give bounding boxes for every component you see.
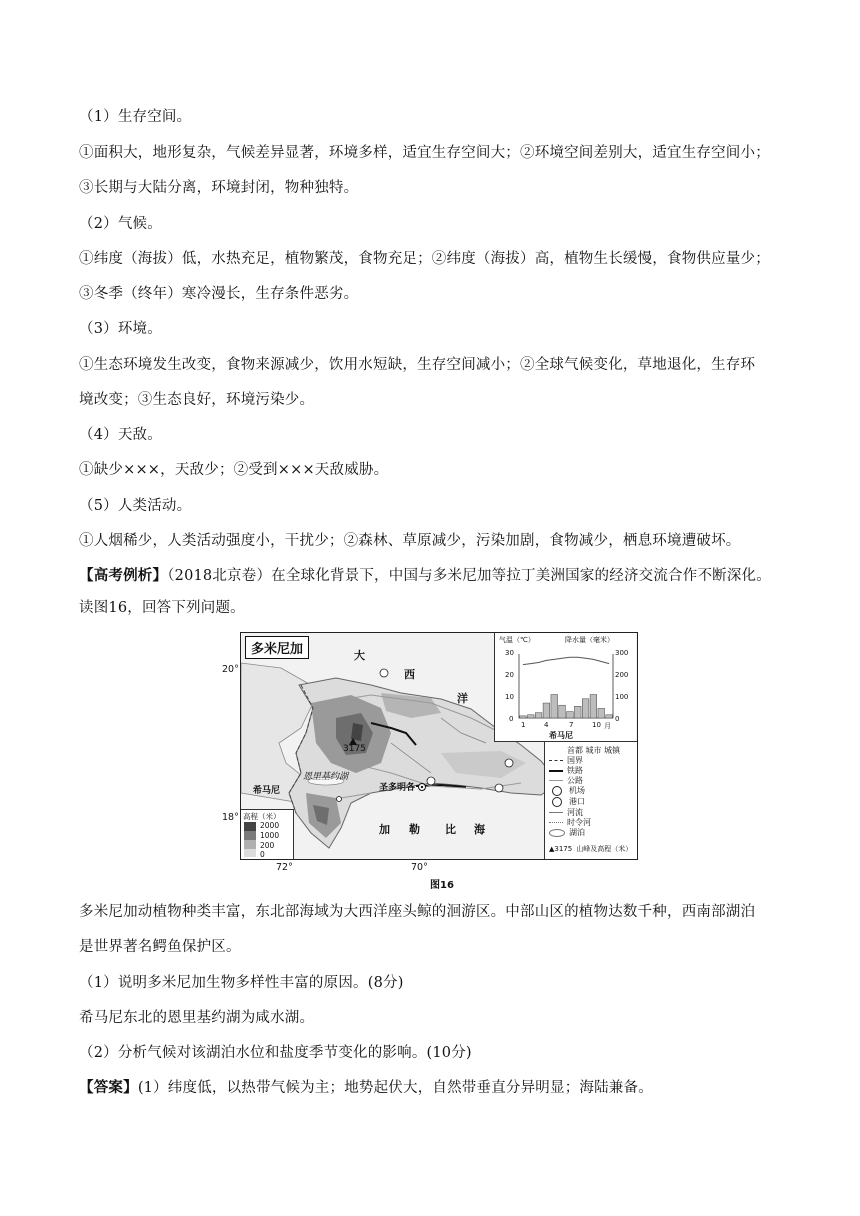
precip-bar	[598, 708, 605, 718]
ocean-label-1: 大	[354, 649, 365, 662]
text-line: ①生态环境发生改变，食物来源减少，饮用水短缺，生存空间减小；②全球气候变化，草地退化，生存环	[79, 357, 756, 373]
lake-label: 恩里基约湖	[303, 772, 349, 782]
elevation-legend-title: 高程（米）	[243, 812, 281, 821]
precip-tick: 300	[615, 649, 629, 657]
precip-tick: 0	[615, 715, 620, 723]
precip-bar	[574, 706, 581, 718]
map-title-tag: 多米尼加	[245, 636, 309, 659]
lat-label-20: 20°	[222, 664, 239, 675]
railway-line-icon	[549, 770, 563, 772]
precip-bar	[535, 713, 542, 718]
section-heading-human: （5）人类活动。	[79, 498, 192, 514]
precip-bar	[567, 712, 574, 718]
text-line: 读图16，回答下列问题。	[79, 600, 245, 616]
text-line: 希马尼东北的恩里基约湖为咸水湖。	[79, 1010, 315, 1026]
elevation-legend	[241, 809, 294, 860]
city-symbol-icon	[549, 747, 563, 754]
text-line: ③冬季（终年）寒冷漫长，生存条件恶劣。	[79, 286, 359, 302]
legend-row-road: 公路	[549, 775, 583, 786]
elevation-swatch-low	[244, 840, 256, 849]
port-icon	[552, 797, 562, 807]
elevation-level: 1000	[260, 831, 280, 840]
text-line: 是世界著名鳄鱼保护区。	[79, 939, 241, 955]
elevation-swatch-base	[244, 849, 256, 857]
temp-tick: 20	[505, 671, 514, 679]
city-label-ximani: 希马尼	[253, 786, 281, 796]
precip-bar	[520, 716, 527, 718]
exam-example-text: （2018北京卷）在全球化背景下，中国与多米尼加等拉丁美洲国家的经济交流合作不断深化。	[167, 568, 771, 584]
elevation-level: 2000	[260, 821, 280, 830]
text-line: ①缺少×××，天敌少；②受到×××天敌威胁。	[79, 462, 389, 478]
temp-tick: 0	[509, 715, 514, 723]
peak-label: 3175	[343, 744, 366, 754]
precip-bar	[527, 715, 534, 718]
legend-row-railway: 铁路	[549, 765, 583, 776]
section-heading-climate: （2）气候。	[79, 216, 162, 232]
temperature-line	[523, 657, 609, 664]
legend-row-airport: 机场	[549, 785, 585, 796]
precip-axis-label: 降水量（毫米）	[565, 636, 614, 644]
legend-row-cities: 首都 城市 城镇	[549, 745, 620, 756]
figure-caption: 图16	[430, 880, 454, 891]
legend-row-lake: 湖泊	[549, 827, 585, 838]
section-heading-space: （1）生存空间。	[79, 109, 192, 125]
sea-label-2: 勒	[409, 823, 420, 836]
month-tick: 7	[569, 721, 574, 729]
sea-label-1: 加	[379, 823, 390, 836]
map-legend	[544, 741, 638, 860]
section-heading-environment: （3）环境。	[79, 321, 162, 337]
text-line: ①人烟稀少，人类活动强度小，干扰少；②森林、草原减少，污染加剧，食物减少，栖息环境遭破坏。	[79, 533, 741, 549]
temp-tick: 30	[505, 649, 514, 657]
map-figure	[240, 632, 638, 860]
precip-tick: 100	[615, 693, 629, 701]
answer-label: 【答案】	[79, 1079, 138, 1096]
precip-bar	[590, 695, 597, 718]
legend-row-river: 河流	[549, 807, 583, 818]
exam-example-line	[79, 566, 771, 586]
elevation-swatch-high	[244, 822, 256, 831]
legend-row-seasonal-river: 时令河	[549, 817, 591, 828]
ocean-label-3: 洋	[457, 692, 468, 705]
month-tick: 1	[521, 721, 526, 729]
month-tick: 10	[592, 721, 601, 729]
text-line: ①面积大，地形复杂，气候差异显著，环境多样，适宜生存空间大；②环境空间差别大，适宜生存空间小；	[79, 145, 770, 161]
seasonal-river-icon	[549, 822, 563, 823]
precip-tick: 200	[615, 671, 629, 679]
elevation-level: 0	[260, 850, 265, 859]
text-line: ①纬度（海拔）低，水热充足，植物繁茂，食物充足；②纬度（海拔）高，植物生长缓慢，食物供应量少；	[79, 251, 770, 267]
climate-chart	[494, 633, 636, 742]
answer-line	[79, 1078, 653, 1098]
exam-example-label: 【高考例析】	[79, 567, 168, 584]
airport-icon	[552, 786, 562, 796]
lake-icon	[549, 829, 565, 837]
lat-label-18: 18°	[222, 812, 239, 823]
answer-text: (1）纬度低，以热带气候为主；地势起伏大，自然带垂直分异明显；海陆兼备。	[137, 1080, 653, 1096]
city-label-santo-domingo: 圣多明各	[379, 783, 416, 793]
sea-label-4: 海	[474, 823, 485, 836]
ocean-label-2: 西	[404, 668, 415, 681]
temp-tick: 10	[505, 693, 514, 701]
month-tick: 月	[604, 722, 611, 730]
legend-row-peak: ▲3175 山峰及高程（米）	[549, 845, 633, 853]
precip-bar	[582, 699, 589, 718]
section-heading-enemies: （4）天敌。	[79, 427, 162, 443]
text-line: 境改变；③生态良好，环境污染少。	[79, 392, 315, 408]
legend-row-port: 港口	[549, 796, 585, 807]
question-1: （1）说明多米尼加生物多样性丰富的原因。(8分)	[79, 975, 404, 991]
elevation-swatch-mid	[244, 831, 256, 840]
precip-bar	[551, 695, 558, 718]
text-line: 多米尼加动植物种类丰富，东北部海域为大西洋座头鲸的洄游区。中部山区的植物达数千种，西南部湖泊	[79, 904, 756, 920]
elevation-level: 200	[260, 841, 275, 850]
month-tick: 4	[544, 721, 549, 729]
temp-axis-label: 气温（℃）	[499, 636, 535, 644]
precip-bar	[543, 703, 550, 718]
precip-bar	[606, 715, 613, 718]
sea-label-3: 比	[445, 823, 456, 836]
precip-bar	[559, 705, 566, 718]
road-line-icon	[549, 780, 563, 781]
question-2: （2）分析气候对该湖泊水位和盐度季节变化的影响。(10分)	[79, 1045, 472, 1061]
border-line-icon	[549, 760, 563, 761]
lon-label-70: 70°	[411, 862, 428, 873]
peak-icon: ▲3175	[549, 845, 573, 853]
station-label: 希马尼	[549, 731, 573, 740]
river-line-icon	[549, 812, 563, 813]
lon-label-72: 72°	[276, 862, 293, 873]
legend-row-border: 国界	[549, 755, 583, 766]
text-line: ③长期与大陆分离，环境封闭，物种独特。	[79, 180, 359, 196]
